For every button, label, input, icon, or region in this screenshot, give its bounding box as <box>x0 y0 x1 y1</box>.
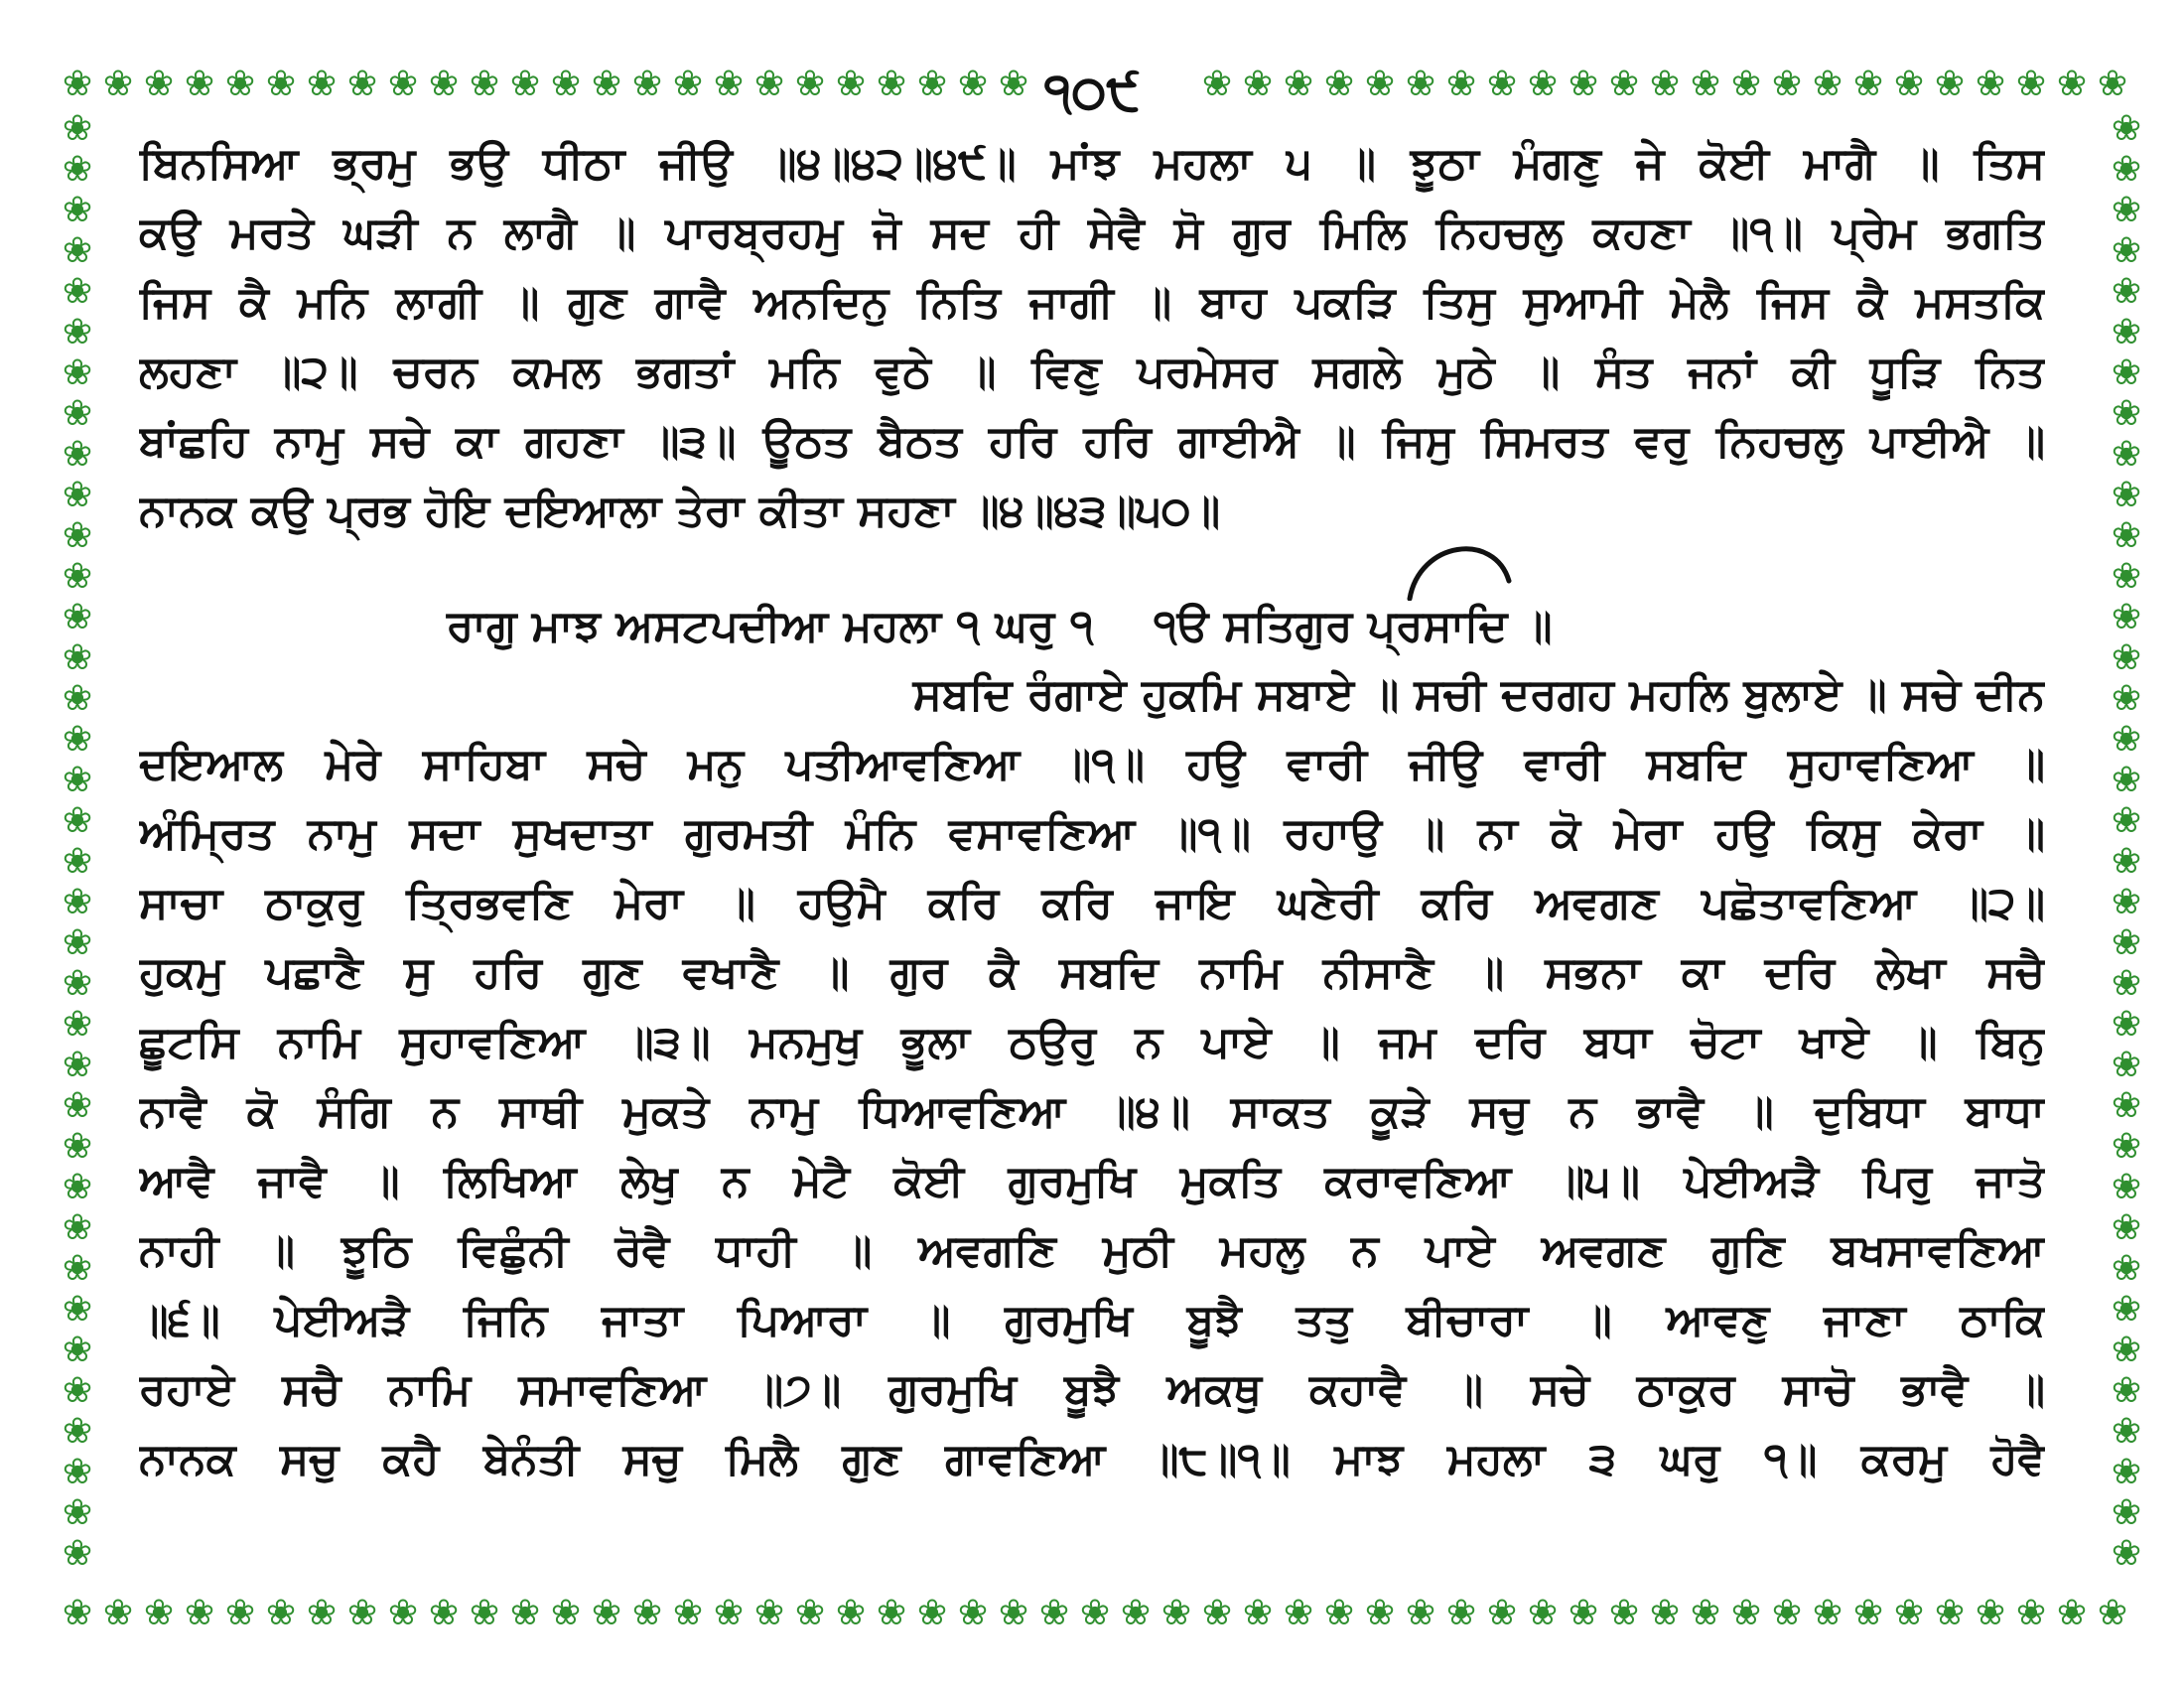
flower-icon: ❀ <box>2111 149 2142 190</box>
flower-icon: ❀ <box>62 149 93 190</box>
flower-icon: ❀ <box>1364 1593 1396 1633</box>
flower-icon: ❀ <box>2111 1085 2142 1126</box>
text-line: ਨਾਨਕ ਕਉ ਪ੍ਰਭ ਹੋਇ ਦਇਆਲਾ ਤੇਰਾ ਕੀਤਾ ਸਹਣਾ ॥੪॥੪੩॥੫੦॥ <box>139 486 1221 536</box>
flower-icon: ❀ <box>2111 1248 2142 1289</box>
flower-icon: ❀ <box>2015 64 2047 104</box>
text-line: ਆਵੈ ਜਾਵੈ ॥ ਲਿਖਿਆ ਲੇਖੁ ਨ ਮੇਟੈ ਕੋਈ ਗੁਰਮੁਖਿ ਮੁਕਤਿ ਕਰਾਵਣਿਆ ॥੫॥ ਪੇਈਅੜੈ ਪਿਰੁ ਜਾਤੋ <box>139 1156 2045 1206</box>
flower-icon: ❀ <box>62 271 93 312</box>
flower-icon: ❀ <box>753 1593 785 1633</box>
flower-icon: ❀ <box>469 1593 500 1633</box>
flower-icon: ❀ <box>1568 1593 1599 1633</box>
flower-icon: ❀ <box>1730 1593 1762 1633</box>
flower-icon: ❀ <box>672 1593 704 1633</box>
flower-icon: ❀ <box>306 64 338 104</box>
flower-icon: ❀ <box>62 1004 93 1045</box>
flower-icon: ❀ <box>62 841 93 882</box>
flower-icon: ❀ <box>62 760 93 800</box>
flower-icon: ❀ <box>387 64 419 104</box>
flower-icon: ❀ <box>591 64 622 104</box>
page-number: ੧੦੯ <box>1032 48 1152 137</box>
flower-icon: ❀ <box>62 1593 93 1633</box>
flower-icon: ❀ <box>1893 1593 1925 1633</box>
flower-icon: ❀ <box>306 1593 338 1633</box>
flower-icon: ❀ <box>1364 64 1396 104</box>
raag-title: ਰਾਗੁ ਮਾਝ ਅਸਟਪਦੀਆ ਮਹਲਾ ੧ ਘਰੁ ੧ <box>447 601 1094 651</box>
flower-icon: ❀ <box>1852 64 1884 104</box>
flower-icon: ❀ <box>2111 1492 2142 1533</box>
flower-icon: ❀ <box>1323 64 1355 104</box>
flower-icon: ❀ <box>2111 515 2142 556</box>
flower-icon: ❀ <box>2097 64 2128 104</box>
flower-icon: ❀ <box>1527 1593 1559 1633</box>
flower-icon: ❀ <box>2111 1533 2142 1574</box>
flower-icon: ❀ <box>2111 230 2142 271</box>
flower-icon: ❀ <box>62 230 93 271</box>
flower-icon: ❀ <box>1771 64 1803 104</box>
flower-icon: ❀ <box>2111 312 2142 352</box>
flower-icon: ❀ <box>1975 1593 2006 1633</box>
flower-icon: ❀ <box>62 678 93 719</box>
flower-icon: ❀ <box>794 1593 826 1633</box>
text-line: ਨਾਹੀ ॥ ਝੂਠਿ ਵਿਛੁੰਨੀ ਰੋਵੈ ਧਾਹੀ ॥ ਅਵਗਣਿ ਮੁਠੀ ਮਹਲੁ ਨ ਪਾਏ ਅਵਗਣ ਗੁਣਿ ਬਖਸਾਵਣਿਆ <box>139 1225 2045 1276</box>
flower-icon: ❀ <box>2111 719 2142 760</box>
flower-icon: ❀ <box>2111 678 2142 719</box>
flower-icon: ❀ <box>2111 1207 2142 1248</box>
flower-icon: ❀ <box>2111 271 2142 312</box>
flower-icon: ❀ <box>1608 1593 1640 1633</box>
flower-icon: ❀ <box>1608 64 1640 104</box>
raag-heading <box>447 592 1856 661</box>
flower-icon: ❀ <box>1649 1593 1681 1633</box>
flower-icon: ❀ <box>713 1593 745 1633</box>
flower-icon: ❀ <box>1242 1593 1274 1633</box>
flower-icon: ❀ <box>1079 1593 1111 1633</box>
flower-icon: ❀ <box>1445 64 1477 104</box>
flower-icon: ❀ <box>62 922 93 963</box>
flower-icon: ❀ <box>62 1492 93 1533</box>
flower-icon: ❀ <box>428 64 460 104</box>
flower-icon: ❀ <box>62 1167 93 1207</box>
flower-icon: ❀ <box>62 1085 93 1126</box>
flower-icon: ❀ <box>143 64 175 104</box>
flower-icon: ❀ <box>62 1533 93 1574</box>
flower-icon: ❀ <box>753 64 785 104</box>
flower-icon: ❀ <box>1242 64 1274 104</box>
flower-icon: ❀ <box>1201 64 1233 104</box>
flower-icon: ❀ <box>916 64 948 104</box>
flower-icon: ❀ <box>672 64 704 104</box>
flower-icon: ❀ <box>1283 1593 1314 1633</box>
flower-icon: ❀ <box>2111 393 2142 434</box>
scripture-text <box>139 129 2045 1549</box>
flower-icon: ❀ <box>62 1207 93 1248</box>
flower-icon: ❀ <box>1934 64 1966 104</box>
flower-icon: ❀ <box>2111 1289 2142 1330</box>
flower-icon: ❀ <box>2111 475 2142 515</box>
flower-icon: ❀ <box>62 515 93 556</box>
flower-icon: ❀ <box>835 64 867 104</box>
flower-icon: ❀ <box>916 1593 948 1633</box>
flower-icon: ❀ <box>957 1593 989 1633</box>
flower-icon: ❀ <box>102 64 134 104</box>
flower-icon: ❀ <box>1160 1593 1192 1633</box>
flower-icon: ❀ <box>62 312 93 352</box>
flower-icon: ❀ <box>1527 64 1559 104</box>
flower-icon: ❀ <box>1975 64 2006 104</box>
flower-icon: ❀ <box>62 637 93 678</box>
flower-icon: ❀ <box>224 64 256 104</box>
flower-icon: ❀ <box>62 719 93 760</box>
flower-icon: ❀ <box>2111 1126 2142 1167</box>
flower-icon: ❀ <box>62 556 93 597</box>
flower-icon: ❀ <box>265 64 297 104</box>
text-line: ਬਾਂਛਹਿ ਨਾਮੁ ਸਚੇ ਕਾ ਗਹਣਾ ॥੩॥ ਊਠਤ ਬੈਠਤ ਹਰਿ ਹਰਿ ਗਾਈਐ ॥ ਜਿਸੁ ਸਿਮਰਤ ਵਰੁ ਨਿਹਚਲੁ ਪਾਈਐ ॥ <box>139 416 2045 467</box>
flower-icon: ❀ <box>2111 963 2142 1004</box>
flower-icon: ❀ <box>1283 64 1314 104</box>
flower-icon: ❀ <box>1568 64 1599 104</box>
flower-icon: ❀ <box>1690 1593 1721 1633</box>
flower-icon: ❀ <box>2111 882 2142 922</box>
flower-icon: ❀ <box>2111 800 2142 841</box>
text-line: ਕਉ ਮਰਤੇ ਘੜੀ ਨ ਲਾਗੈ ॥ ਪਾਰਬ੍ਰਹਮੁ ਜੋ ਸਦ ਹੀ ਸੇਵੈ ਸੋ ਗੁਰ ਮਿਲਿ ਨਿਹਚਲੁ ਕਹਣਾ ॥੧॥ ਪ੍ਰੇਮ ਭਗਤਿ <box>139 208 2045 258</box>
flower-icon: ❀ <box>62 1248 93 1289</box>
flower-icon: ❀ <box>62 1411 93 1452</box>
flower-icon: ❀ <box>62 393 93 434</box>
flower-icon: ❀ <box>184 64 215 104</box>
flower-icon: ❀ <box>2111 1045 2142 1085</box>
flower-icon: ❀ <box>876 64 907 104</box>
flower-icon: ❀ <box>876 1593 907 1633</box>
flower-icon: ❀ <box>2097 1593 2128 1633</box>
flower-icon: ❀ <box>2111 1004 2142 1045</box>
flower-icon: ❀ <box>2111 1452 2142 1492</box>
flower-icon: ❀ <box>1405 1593 1436 1633</box>
flower-icon: ❀ <box>835 1593 867 1633</box>
flower-icon: ❀ <box>184 1593 215 1633</box>
flower-icon: ❀ <box>62 963 93 1004</box>
flower-icon: ❀ <box>2111 190 2142 230</box>
flower-icon: ❀ <box>62 108 93 149</box>
flower-icon: ❀ <box>631 64 663 104</box>
text-line: ਦਇਆਲ ਮੇਰੇ ਸਾਹਿਬਾ ਸਚੇ ਮਨੁ ਪਤੀਆਵਣਿਆ ॥੧॥ ਹਉ ਵਾਰੀ ਜੀਉ ਵਾਰੀ ਸਬਦਿ ਸੁਹਾਵਣਿਆ ॥ <box>139 739 2045 789</box>
flower-icon: ❀ <box>998 1593 1029 1633</box>
flower-icon: ❀ <box>2056 64 2088 104</box>
flower-icon: ❀ <box>2111 760 2142 800</box>
text-line: ਸਬਦਿ ਰੰਗਾਏ ਹੁਕਮਿ ਸਬਾਏ ॥ ਸਚੀ ਦਰਗਹ ਮਹਲਿ ਬੁਲਾਏ ॥ ਸਚੇ ਦੀਨ <box>912 669 2045 720</box>
flower-icon: ❀ <box>346 64 378 104</box>
flower-icon: ❀ <box>2056 1593 2088 1633</box>
flower-icon: ❀ <box>2111 108 2142 149</box>
flower-icon: ❀ <box>1730 64 1762 104</box>
flower-icon: ❀ <box>509 1593 541 1633</box>
flower-icon: ❀ <box>2111 1330 2142 1370</box>
text-line: ਨਾਨਕ ਸਚੁ ਕਹੈ ਬੇਨੰਤੀ ਸਚੁ ਮਿਲੈ ਗੁਣ ਗਾਵਣਿਆ ॥੮॥੧॥ ਮਾਝ ਮਹਲਾ ੩ ਘਰੁ ੧॥ ਕਰਮੁ ਹੋਵੈ <box>139 1434 2045 1484</box>
flower-icon: ❀ <box>102 1593 134 1633</box>
flower-icon: ❀ <box>62 1370 93 1411</box>
flower-icon: ❀ <box>713 64 745 104</box>
flower-icon: ❀ <box>346 1593 378 1633</box>
flower-icon: ❀ <box>62 1330 93 1370</box>
mool-mantar: ੧ੳ ਸਤਿਗੁਰ ਪ੍ਰਸਾਦਿ ॥ <box>1153 601 1553 651</box>
flower-icon: ❀ <box>794 64 826 104</box>
flower-icon: ❀ <box>2111 352 2142 393</box>
flower-icon: ❀ <box>62 64 93 104</box>
flower-icon: ❀ <box>550 64 582 104</box>
text-line: ਸਾਚਾ ਠਾਕੁਰੁ ਤ੍ਰਿਭਵਣਿ ਮੇਰਾ ॥ ਹਉਮੈ ਕਰਿ ਕਰਿ ਜਾਇ ਘਣੇਰੀ ਕਰਿ ਅਵਗਣ ਪਛੋਤਾਵਣਿਆ ॥੨॥ <box>139 878 2045 928</box>
flower-icon: ❀ <box>998 64 1029 104</box>
flower-icon: ❀ <box>62 475 93 515</box>
flower-icon: ❀ <box>2111 637 2142 678</box>
flower-icon: ❀ <box>2111 1167 2142 1207</box>
flower-icon: ❀ <box>1201 1593 1233 1633</box>
flower-icon: ❀ <box>2111 597 2142 637</box>
flower-icon: ❀ <box>631 1593 663 1633</box>
flower-icon: ❀ <box>957 64 989 104</box>
text-line: ਜਿਸ ਕੈ ਮਨਿ ਲਾਗੀ ॥ ਗੁਣ ਗਾਵੈ ਅਨਦਿਨੁ ਨਿਤਿ ਜਾਗੀ ॥ ਬਾਹ ਪਕੜਿ ਤਿਸੁ ਸੁਆਮੀ ਮੇਲੈ ਜਿਸ ਕੈ ਮਸਤਕਿ <box>139 277 2045 328</box>
text-line: ਲਹਣਾ ॥੨॥ ਚਰਨ ਕਮਲ ਭਗਤਾਂ ਮਨਿ ਵੁਠੇ ॥ ਵਿਣੁ ਪਰਮੇਸਰ ਸਗਲੇ ਮੁਠੇ ॥ ਸੰਤ ਜਨਾਂ ਕੀ ਧੂੜਿ ਨਿਤ <box>139 347 2045 397</box>
text-line: ॥੬॥ ਪੇਈਅੜੈ ਜਿਨਿ ਜਾਤਾ ਪਿਆਰਾ ॥ ਗੁਰਮੁਖਿ ਬੂਝੈ ਤਤੁ ਬੀਚਾਰਾ ॥ ਆਵਣੁ ਜਾਣਾ ਠਾਕਿ <box>139 1295 2045 1345</box>
flower-icon: ❀ <box>2111 922 2142 963</box>
flower-icon: ❀ <box>62 800 93 841</box>
ek-onkar-arc <box>1400 531 1519 601</box>
flower-icon: ❀ <box>469 64 500 104</box>
flower-icon: ❀ <box>1486 1593 1518 1633</box>
text-line: ਹੁਕਮੁ ਪਛਾਣੈ ਸੁ ਹਰਿ ਗੁਣ ਵਖਾਣੈ ॥ ਗੁਰ ਕੈ ਸਬਦਿ ਨਾਮਿ ਨੀਸਾਣੈ ॥ ਸਭਨਾ ਕਾ ਦਰਿ ਲੇਖਾ ਸਚੈ <box>139 947 2045 998</box>
flower-icon: ❀ <box>62 1452 93 1492</box>
flower-icon: ❀ <box>2015 1593 2047 1633</box>
flower-icon: ❀ <box>1038 1593 1070 1633</box>
flower-icon: ❀ <box>62 190 93 230</box>
flower-icon: ❀ <box>2111 1370 2142 1411</box>
text-line: ਬਿਨਸਿਆ ਭ੍ਰਮੁ ਭਉ ਧੀਠਾ ਜੀਉ ॥੪॥੪੨॥੪੯॥ ਮਾਂਝ ਮਹਲਾ ੫ ॥ ਝੂਠਾ ਮੰਗਣੁ ਜੇ ਕੋਈ ਮਾਗੈ ॥ ਤਿਸ <box>139 138 2045 189</box>
flower-icon: ❀ <box>591 1593 622 1633</box>
flower-icon: ❀ <box>1405 64 1436 104</box>
flower-icon: ❀ <box>1934 1593 1966 1633</box>
text-line: ਰਹਾਏ ਸਚੈ ਨਾਮਿ ਸਮਾਵਣਿਆ ॥੭॥ ਗੁਰਮੁਖਿ ਬੂਝੈ ਅਕਥੁ ਕਹਾਵੈ ॥ ਸਚੇ ਠਾਕੁਰ ਸਾਚੋ ਭਾਵੈ ॥ <box>139 1364 2045 1415</box>
flower-icon: ❀ <box>1771 1593 1803 1633</box>
flower-icon: ❀ <box>62 434 93 475</box>
flower-icon: ❀ <box>62 352 93 393</box>
text-line: ਛੂਟਸਿ ਨਾਮਿ ਸੁਹਾਵਣਿਆ ॥੩॥ ਮਨਮੁਖੁ ਭੂਲਾ ਠਉਰੁ ਨ ਪਾਏ ॥ ਜਮ ਦਰਿ ਬਧਾ ਚੋਟਾ ਖਾਏ ॥ ਬਿਨੁ <box>139 1017 2045 1067</box>
flower-icon: ❀ <box>1893 64 1925 104</box>
flower-icon: ❀ <box>550 1593 582 1633</box>
flower-icon: ❀ <box>387 1593 419 1633</box>
flower-icon: ❀ <box>1120 1593 1152 1633</box>
flower-icon: ❀ <box>1690 64 1721 104</box>
flower-icon: ❀ <box>265 1593 297 1633</box>
flower-icon: ❀ <box>1812 64 1843 104</box>
flower-icon: ❀ <box>62 597 93 637</box>
flower-icon: ❀ <box>2111 1411 2142 1452</box>
text-line: ਨਾਵੈ ਕੋ ਸੰਗਿ ਨ ਸਾਥੀ ਮੁਕਤੇ ਨਾਮੁ ਧਿਆਵਣਿਆ ॥੪॥ ਸਾਕਤ ਕੂੜੇ ਸਚੁ ਨ ਭਾਵੈ ॥ ਦੁਬਿਧਾ ਬਾਧਾ <box>139 1086 2045 1137</box>
flower-icon: ❀ <box>2111 556 2142 597</box>
flower-icon: ❀ <box>2111 434 2142 475</box>
flower-icon: ❀ <box>143 1593 175 1633</box>
flower-icon: ❀ <box>62 1289 93 1330</box>
flower-icon: ❀ <box>1812 1593 1843 1633</box>
flower-icon: ❀ <box>509 64 541 104</box>
flower-icon: ❀ <box>1486 64 1518 104</box>
flower-icon: ❀ <box>62 882 93 922</box>
flower-icon: ❀ <box>224 1593 256 1633</box>
flower-icon: ❀ <box>428 1593 460 1633</box>
flower-icon: ❀ <box>1445 1593 1477 1633</box>
flower-icon: ❀ <box>2111 841 2142 882</box>
flower-icon: ❀ <box>1323 1593 1355 1633</box>
flower-icon: ❀ <box>1649 64 1681 104</box>
text-line: ਅੰਮ੍ਰਿਤ ਨਾਮੁ ਸਦਾ ਸੁਖਦਾਤਾ ਗੁਰਮਤੀ ਮੰਨਿ ਵਸਾਵਣਿਆ ॥੧॥ ਰਹਾਉ ॥ ਨਾ ਕੋ ਮੇਰਾ ਹਉ ਕਿਸੁ ਕੇਰਾ ॥ <box>139 808 2045 859</box>
flower-icon: ❀ <box>1852 1593 1884 1633</box>
flower-icon: ❀ <box>62 1126 93 1167</box>
flower-icon: ❀ <box>62 1045 93 1085</box>
